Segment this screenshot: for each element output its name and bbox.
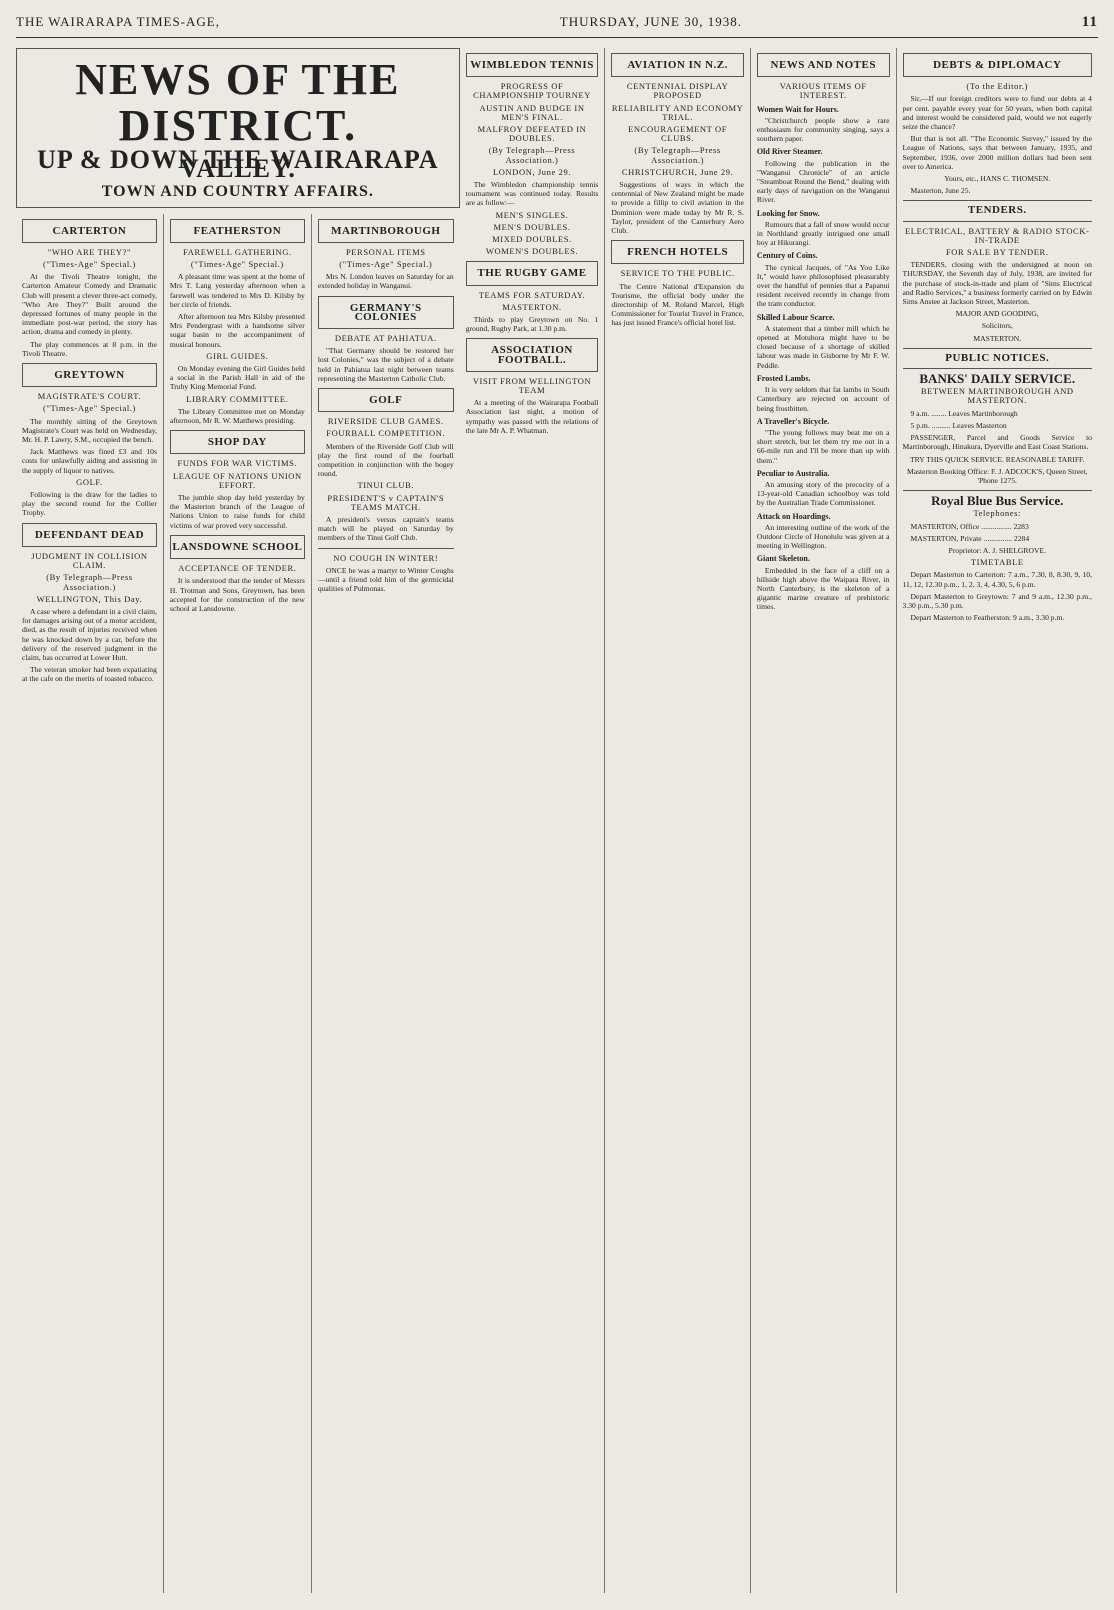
notes-p6: It is very seldom that fat lambs in South Canterbury are rejected on account of being frostbitten. — [756, 385, 890, 413]
guides-p1: On Monday evening the Girl Guides held a social in the Parish Hall in aid of the Truby King Memorial Fund. — [169, 364, 305, 392]
library-p1: The Library Committee met on Monday afternoon, Mr R. W. Matthews presiding. — [169, 406, 305, 426]
shopday-sub: FUNDS FOR WAR VICTIMS. — [177, 458, 298, 469]
greytown-sub: MAGISTRATE'S COURT. — [37, 391, 142, 402]
football-sub: VISIT FROM WELLINGTON TEAM — [472, 375, 592, 396]
notices-heading: PUBLIC NOTICES. — [945, 351, 1050, 364]
masthead — [16, 14, 1098, 38]
bus-prop: Proprietor: A. J. SHELGROVE. — [948, 545, 1046, 555]
wimbledon-mixed: MIXED DOUBLES. — [492, 234, 572, 245]
lansdowne-sub: ACCEPTANCE OF TENDER. — [178, 563, 297, 574]
colonies-p1: "That Germany should be restored her lost Colonies," was the subject of a debate held in Pahiatua last night between teams representing the Masterton Catholic Club. — [317, 346, 454, 383]
notices-title: BANKS' DAILY SERVICE. — [919, 371, 1076, 387]
column-news-notes — [751, 48, 897, 1593]
column-aviation — [605, 48, 751, 1593]
defendant-p1: A case where a defendant in a civil claim, for damages arising out of a motor accident, died, as the result of injuries received when he was knocked down by a car, before the delivery of the reserved judgment in the claim, has occurred at Lower Hutt. — [22, 606, 157, 662]
wimbledon-doubles: MEN'S DOUBLES. — [493, 221, 571, 232]
notes-h5: Skilled Labour Scarce. — [756, 312, 835, 322]
debts-sign: Yours, etc., HANS C. THOMSEN. — [944, 174, 1051, 184]
district-section-title: TOWN AND COUNTRY AFFAIRS. — [101, 183, 374, 201]
masthead-paper: THE WAIRARAPA TIMES-AGE, — [16, 14, 220, 29]
tenders-sub: FOR SALE BY TENDER. — [945, 247, 1049, 258]
greytown-heading: GREYTOWN — [54, 369, 125, 382]
aviation-sub: CENTENNIAL DISPLAY PROPOSED — [626, 81, 729, 101]
debts-p1: Sir,—If our foreign creditors were to fund our debts at 4 per cent. payable every year for 50 years, when both capital and interest would be considered paid, would we not eagerly seize the chance? — [902, 94, 1092, 132]
cough-heading: NO COUGH IN WINTER! — [333, 552, 439, 563]
defendant-heading: DEFENDANT DEAD — [34, 528, 145, 541]
featherston-credit: ("Times-Age" Special.) — [190, 259, 284, 270]
bus-t2: MASTERTON, Private ............... 2284 — [910, 533, 1030, 543]
lansdowne-heading: LANSDOWNE SCHOOL — [172, 540, 303, 553]
column-wimbledon — [460, 48, 606, 1593]
page-number: 11 — [1081, 14, 1098, 30]
bus-p3: Depart Masterton to Featherston: 9 a.m., 3.30 p.m. — [910, 613, 1065, 623]
notes-h4: Century of Coins. — [756, 251, 818, 261]
colonies-sub: DEBATE AT PAHIATUA. — [334, 333, 437, 344]
greytown-p1: The monthly sitting of the Greytown Magistrate's Court was held on Wednesday, Mr. H. P. Lawry, S.M., occupied the bench. — [22, 416, 157, 445]
debts-place: Masterton, June 25. — [910, 186, 971, 196]
defendant-dateline: WELLINGTON, This Day. — [36, 593, 143, 604]
carterton-heading: CARTERTON — [52, 224, 127, 237]
greytown-p2: Jack Matthews was fined £3 and 10s costs for unlawfully aiding and assisting in the supply of liquor to natives. — [22, 447, 157, 475]
aviation-sub3: ENCOURAGEMENT OF CLUBS. — [628, 124, 728, 144]
carterton-p1: At the Tivoli Theatre tonight, the Carterton Amateur Comedy and Dramatic Club will present a clever three-act comedy, "Who Are They?" Built around the depressed fortunes of many people in the immediate post-war period, the story has action, drama and comedy in plenty. — [22, 272, 157, 337]
wimbledon-sub2: AUSTIN AND BUDGE IN MEN'S FINAL. — [479, 102, 585, 122]
notes-sub: VARIOUS ITEMS OF INTEREST. — [779, 81, 867, 101]
lansdowne-p1: It is understood that the tender of Messrs H. Trotman and Sons, Greytown, has been accepted for the construction of the new school at Lansdowne. — [169, 576, 305, 613]
column-notices — [897, 48, 1098, 1593]
notices-t2: 5 p.m. .......... Leaves Masterton — [910, 420, 1007, 430]
notes-p5: A statement that a timber mill which he opened at Motuhora might have to be closed because of a shortage of skilled labour was made in Gisborne by Mr F. W. Peddle. — [756, 323, 890, 370]
bus-t1: MASTERTON, Office ................ 2283 — [910, 521, 1029, 531]
tinui-heading: TINUI CLUB. — [357, 480, 415, 491]
aviation-dateline: CHRISTCHURCH, June 29. — [621, 166, 734, 177]
aviation-sub2: RELIABILITY AND ECONOMY TRIAL. — [611, 102, 744, 122]
featherston-sub: FAREWELL GATHERING. — [183, 246, 292, 257]
shopday-p1: The jumble shop day held yesterday by the Masterton branch of the League of Nations Union to raise funds for child victims of war proved very successful. — [169, 493, 305, 530]
district-column-2 — [164, 214, 312, 1593]
bus-sub: Telephones: — [973, 508, 1022, 519]
bus-p2: Depart Masterton to Greytown: 7 and 9 a.m., 12.30 p.m., 3.30 p.m., 5.30 p.m. — [902, 591, 1092, 610]
wimbledon-heading: WIMBLEDON TENNIS — [470, 59, 594, 71]
rugby-heading: THE RUGBY GAME — [477, 267, 587, 280]
notices-contact: Masterton Booking Office: F. J. ADCOCK'S, Queen Street, 'Phone 1275. — [906, 466, 1088, 485]
notices-t1: 9 a.m. ........ Leaves Martinborough — [910, 408, 1018, 418]
district-title: NEWS OF THE DISTRICT. — [75, 55, 401, 150]
martinborough-sub: PERSONAL ITEMS — [345, 246, 426, 257]
hotels-sub: SERVICE TO THE PUBLIC. — [620, 268, 735, 279]
bus-p1: Depart Masterton to Carterton: 7 a.m., 7.30, 8, 8.30, 9, 10, 11, 12, 12.30 p.m., 1, 2, 3, 4, 4.30, 5, 6 p.m. — [902, 570, 1092, 589]
debts-heading: DEBTS & DIPLOMACY — [933, 59, 1062, 71]
cough-p1: ONCE he was a martyr to Winter Coughs—until a friend told him of the germicidal qualities of Pulmonas. — [317, 565, 454, 594]
hotels-p1: The Centre National d'Expansion du Tourisme, the official body under the directorship of M. Roland Marcel, High Commissioner for Tourist Travel in France, has just issued France's official hotel list. — [611, 281, 744, 328]
football-p1: At a meeting of the Wairarapa Football Association last night, a motion of sympathy was passed with the relations of the late Mr A. P. Whatman. — [465, 398, 599, 435]
wimbledon-p1: The Wimbledon championship tennis tournament was continued today. Results are as follow:— — [465, 180, 599, 208]
notes-p8: An amusing story of the precocity of a 13-year-old Canadian schoolboy was told by the Australian Trade Commissioner. — [756, 479, 890, 508]
notes-h6: Frosted Lambs. — [756, 373, 811, 383]
wimbledon-credit: (By Telegraph—Press Association.) — [488, 145, 576, 165]
carterton-sub: "WHO ARE THEY?" — [47, 246, 132, 257]
tenders-p1: TENDERS, closing with the undersigned at noon on THURSDAY, the Seventh day of July, 1938, are invited for the purchase of stock-in-trade and plant of "Sims Electrical and Radio Services," a business formerly carried on by Edwin Sims Anstee at Jackson Street, Masterton. — [902, 260, 1092, 307]
greytown-credit: ("Times-Age" Special.) — [42, 403, 136, 414]
district-column-3 — [312, 214, 460, 1593]
tenders-firm: MAJOR AND GOODING, — [955, 309, 1039, 319]
golfclub-p1: Members of the Riverside Golf Club will play the first round of the fourball competition in conjunction with the bogey round. — [317, 441, 454, 479]
featherston-heading: FEATHERSTON — [193, 224, 282, 237]
wimbledon-sub: PROGRESS OF CHAMPIONSHIP TOURNEY — [473, 81, 591, 101]
golf-p1: Following is the draw for the ladies to play the second round for the Collier Trophy. — [22, 490, 157, 518]
golfclub-sub2: FOURBALL COMPETITION. — [326, 428, 446, 439]
notes-h2: Old River Steamer. — [756, 147, 823, 157]
tinui-sub: PRESIDENT'S v CAPTAIN'S TEAMS MATCH. — [327, 492, 445, 512]
colonies-heading: GERMANY'S COLONIES — [349, 301, 422, 323]
carterton-credit: ("Times-Age" Special.) — [42, 259, 136, 270]
golfclub-sub: RIVERSIDE CLUB GAMES. — [327, 416, 444, 427]
district-subtitle: UP & DOWN THE WAIRARAPA VALLEY. — [37, 145, 439, 184]
notes-p3: Rumours that a fall of snow would occur in Northland greatly intrigued one small boy at Hikurangi. — [756, 219, 890, 248]
notes-p1: "Christchurch people show a rare enthusiasm for community singing, says a southern paper. — [756, 115, 890, 144]
notes-heading: NEWS AND NOTES — [770, 59, 876, 71]
defendant-p2: The veteran smoker had been expatiating at the cafe on the merits of toasted tobacco. — [22, 665, 157, 684]
notes-h8: Peculiar to Australia. — [756, 468, 830, 478]
debts-sub: (To the Editor.) — [966, 81, 1029, 92]
guides-heading: GIRL GUIDES. — [206, 350, 269, 361]
wimbledon-women: WOMEN'S DOUBLES. — [485, 246, 579, 257]
notices-tag: TRY THIS QUICK SERVICE. REASONABLE TARIFF. — [909, 454, 1085, 464]
notes-p2: Following the publication in the "Wanganui Chronicle" of an article "Steamboat Round the Bend," dealing with early days of navigation on the Wanganui River. — [756, 158, 890, 205]
tinui-p1: A president's versus captain's teams match will be played on Saturday by members of the Tinui Golf Club. — [317, 515, 454, 543]
notes-h3: Looking for Snow. — [756, 208, 820, 218]
wimbledon-singles: MEN'S SINGLES. — [495, 209, 569, 220]
shopday-sub2: LEAGUE OF NATIONS UNION EFFORT. — [172, 470, 302, 490]
district-banner — [16, 48, 460, 208]
tenders-town: MASTERTON. — [973, 333, 1022, 343]
featherston-p2: After afternoon tea Mrs Kilsby presented Mrs Pendergrast with a handsome silver sugar basin to the accompaniment of musical honours. — [169, 312, 305, 349]
featherston-p1: A pleasant time was spent at the home of Mrs T. Lang yesterday afternoon when a farewell was tendered to Mrs D. Kilsby by her circle of friends. — [169, 272, 305, 309]
shopday-heading: SHOP DAY — [207, 436, 267, 449]
notes-p7: "The young follows may beat me on a short stretch, but let them try me out in a 66-mile run and I'll be more than up with them." — [756, 427, 890, 465]
martinborough-p1: Mrs N. London leaves on Saturday for an extended holiday in Wanganui. — [317, 272, 454, 291]
hotels-heading: FRENCH HOTELS — [627, 246, 729, 259]
tenders-heading: TENDERS. — [967, 204, 1027, 217]
notes-p4: The cynical Jacques, of "As You Like It," would have philosophised pleasurably over the handful of pennies that a Papanui resident received recently in change from the tram conductor. — [756, 262, 890, 309]
masthead-date: THURSDAY, JUNE 30, 1938. — [559, 14, 742, 29]
tenders-title: ELECTRICAL, BATTERY & RADIO STOCK-IN-TRADE — [905, 225, 1090, 245]
golf-heading: GOLF. — [76, 476, 103, 487]
carterton-p2: The play commences at 8 p.m. in the Tivoli Theatre. — [22, 339, 157, 358]
martinborough-heading: MARTINBOROUGH — [331, 224, 441, 237]
football-heading: ASSOCIATION FOOTBALL. — [491, 344, 573, 366]
district-column-1 — [16, 214, 164, 1593]
rugby-sub: TEAMS FOR SATURDAY. — [478, 289, 586, 300]
tenders-role: Solicitors, — [981, 321, 1013, 331]
notes-h9: Attack on Hoardings. — [756, 511, 831, 521]
notes-h1: Women Wait for Hours. — [756, 104, 839, 114]
notes-h10: Giant Skeleton. — [756, 554, 810, 564]
aviation-heading: AVIATION IN N.Z. — [627, 59, 728, 71]
notes-p9: An interesting outline of the work of the Outdoor Circle of Honolulu was given at a meeting in Wellington. — [756, 522, 890, 551]
district-section — [16, 48, 460, 1593]
rugby-sub2: MASTERTON. — [502, 301, 562, 312]
defendant-sub: JUDGMENT IN COLLISION CLAIM. — [31, 550, 148, 571]
notices-sub: BETWEEN MARTINBOROUGH AND MASTERTON. — [920, 386, 1074, 406]
aviation-p1: Suggestions of ways in which the centennial of New Zealand might be made to provide a fillip to civil aviation in the Dominion were made today by Mr R. S. Taylor, president of the Canterbury Aero Club. — [611, 180, 744, 236]
wimbledon-sub3: MALFROY DEFEATED IN DOUBLES. — [477, 124, 587, 144]
aviation-credit: (By Telegraph—Press Association.) — [634, 145, 721, 165]
rugby-p1: Thirds to play Greytown on No. 1 ground, Rugby Park, at 1.30 p.m. — [465, 315, 599, 334]
debts-p2: But that is not all. "The Economic Survey," issued by the League of Nations, says that between January, 1935, and September, 1936, over 2000 million dollars had been sent over to America. — [902, 134, 1092, 171]
notes-p10: Embedded in the face of a cliff on a hillside high above the Waipara River, in North Canterbury, is the skeleton of a gigantic marine creature of prehistoric times. — [756, 565, 890, 612]
notes-h7: A Traveller's Bicycle. — [756, 416, 830, 426]
golfclub-heading: GOLF — [369, 394, 403, 407]
bus-heading: Royal Blue Bus Service. — [931, 493, 1064, 509]
defendant-credit: (By Telegraph—Press Association.) — [46, 572, 133, 592]
library-heading: LIBRARY COMMITTEE. — [186, 393, 289, 404]
bus-timetable: TIMETABLE — [970, 557, 1024, 568]
notices-p1: PASSENGER, Parcel and Goods Service to Martinborough, Hinakura, Dyerville and East Coast Stations. — [902, 433, 1092, 452]
martinborough-credit: ("Times-Age" Special.) — [339, 259, 433, 270]
wimbledon-dateline: LONDON, June 29. — [492, 166, 572, 177]
